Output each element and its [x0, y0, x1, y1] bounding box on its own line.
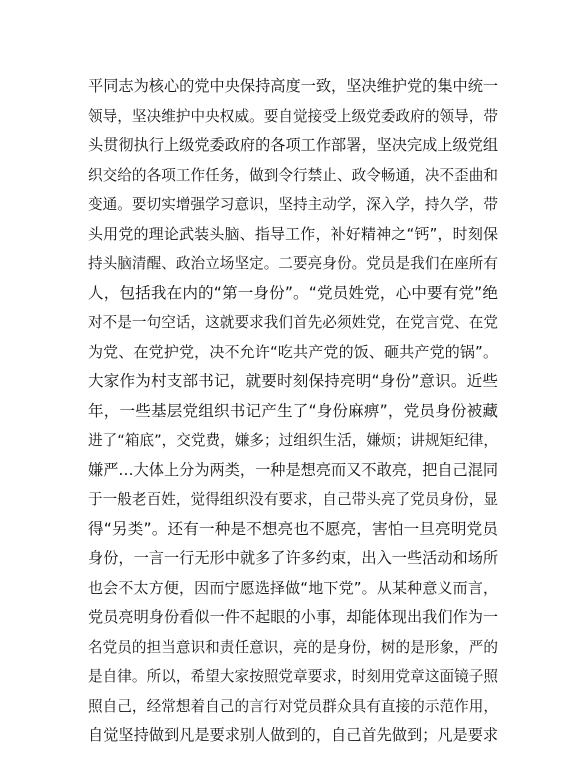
text-line: 织交给的各项工作任务，做到令行禁止、政令畅通，决不歪曲和	[88, 166, 498, 184]
text-line: 名党员的担当意识和责任意识，亮的是身份，树的是形象，严的	[88, 638, 498, 656]
text-line: 身份，一言一行无形中就多了许多约束，出入一些活动和场所	[88, 549, 499, 567]
text-line: 人，包括我在内的“第一身份”。“党员姓党，心中要有党”绝	[88, 283, 498, 302]
text-line: 为党、在党护党，决不允许“吃共产党的饭、砸共产党的锅”。	[88, 342, 498, 361]
text-line: 也会不太方便，因而宁愿选择做“地下党”。从某种意义而言，	[88, 578, 498, 597]
text-line: 平同志为核心的党中央保持高度一致，坚决维护党的集中统一	[88, 77, 499, 95]
body-text	[88, 72, 498, 751]
text-line: 大家作为村支部书记，就要时刻保持亮明“身份”意识。近些	[88, 372, 498, 390]
text-line: 对不是一句空话，这就要求我们首先必须姓党，在党言党、在党	[88, 314, 498, 331]
text-line: 头贯彻执行上级党委政府的各项工作部署，坚决完成上级党组	[88, 136, 499, 154]
text-line: 是自律。所以，希望大家按照党章要求，时刻用党章这面镜子照	[88, 668, 498, 685]
text-line: 于一般老百姓，觉得组织没有要求，自己带头亮了党员身份，显	[88, 491, 498, 508]
text-line: 年，一些基层党组织书记产生了“身份麻痹”，党员身份被藏	[88, 401, 498, 420]
text-line: 进了“箱底”，交党费，嫌多；过组织生活，嫌烦；讲规矩纪律，	[88, 432, 498, 449]
text-line: 领导，坚决维护中央权威。要自觉接受上级党委政府的领导，带	[88, 107, 498, 125]
text-line: 持头脑清醒、政治立场坚定。二要亮身份。党员是我们在座所有	[88, 255, 498, 272]
text-line: 党员亮明身份看似一件不起眼的小事，却能体现出我们作为一	[88, 608, 499, 626]
text-line: 头用党的理论武装头脑、指导工作，补好精神之“钙”，时刻保	[88, 224, 498, 243]
text-line: 照自己，经常想着自己的言行对党员群众具有直接的示范作用，	[88, 697, 498, 715]
text-line: 变通。要切实增强学习意识，坚持主动学，深入学，持久学，带	[88, 196, 498, 213]
text-line: 得“另类”。还有一种是不想亮也不愿亮，害怕一旦亮明党员	[88, 519, 498, 538]
text-line: 嫌严…大体上分为两类，一种是想亮而又不敢亮，把自己混同	[88, 460, 499, 479]
text-line: 自觉坚持做到凡是要求别人做到的，自己首先做到；凡是要求	[88, 726, 499, 744]
